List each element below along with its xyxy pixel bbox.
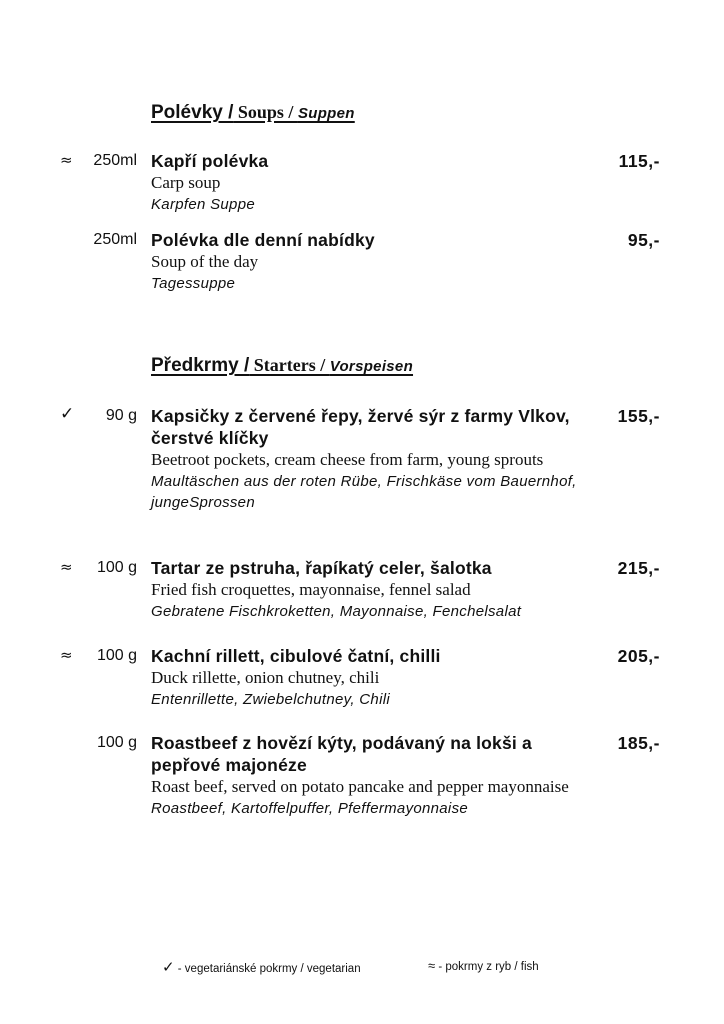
item-name-en: Carp soup [151,173,221,192]
section-title-soups [151,101,355,124]
item-price: 155,- [617,406,660,426]
item-price: 95,- [627,230,660,250]
item-name-de: Tagessuppe [151,275,236,292]
item-name-cz: Polévka dle denní nabídky [151,230,375,250]
fish-wave-icon: ≈ [428,958,436,973]
title-de: Suppen [297,105,355,122]
section-title-starters [151,354,413,377]
portion-size: 250ml [93,231,137,248]
item-name-de: Roastbeef, Kartoffelpuffer, Pfeffermayonnaise [151,800,469,817]
item-name-cz: Roastbeef z hovězí kýty, podávaný na lokši a pepřové majonéze [151,733,532,775]
item-name-cz: Kapří polévka [151,151,269,171]
title-cz: Polévky / [151,102,234,123]
legend-label: - vegetariánské pokrmy / vegetarian [177,963,361,975]
check-icon: ✓ [162,959,175,976]
item-name-en: Fried fish croquettes, mayonnaise, fennel salad [151,580,471,599]
item-name-de: Gebratene Fischkroketten, Mayonnaise, Fenchelsalat [151,603,522,620]
title-cz: Předkrmy / [151,355,250,376]
portion-size: 100 g [96,647,137,664]
fish-wave-icon: ≈ [60,646,73,664]
fish-wave-icon: ≈ [60,151,73,169]
item-name-en: Duck rillette, onion chutney, chili [151,668,380,687]
item-name-cz: Kapsičky z červené řepy, žervé sýr z farmy Vlkov, čerstvé klíčky [151,406,570,448]
item-name-de: Entenrillette, Zwiebelchutney, Chili [151,691,390,708]
item-name-cz: Kachní rillett, cibulové čatní, chilli [151,646,441,666]
portion-size: 250ml [93,152,137,169]
item-price: 115,- [618,151,660,171]
item-name-en: Roast beef, served on potato pancake and pepper mayonnaise [151,777,569,796]
item-name-en: Beetroot pockets, cream cheese from farm, young sprouts [151,450,544,469]
title-en: Soups / [233,102,298,122]
title-de: Vorspeisen [329,358,414,375]
item-name-de: Maultäschen aus der roten Rübe, Frischkäse vom Bauernhof, jungeSprossen [151,473,577,511]
portion-size: 90 g [105,407,137,424]
legend-vegetarian [162,958,361,976]
title-en: Starters / [249,355,330,375]
item-name-cz: Tartar ze pstruha, řapíkatý celer, šalotka [151,558,492,578]
check-icon: ✓ [60,404,75,424]
legend-label: - pokrmy z ryb / fish [438,961,539,973]
item-name-de: Karpfen Suppe [151,196,255,213]
portion-size: 100 g [96,559,137,576]
item-price: 185,- [617,733,660,753]
legend-fish [428,958,539,973]
item-price: 215,- [617,558,660,578]
portion-size: 100 g [96,734,137,751]
item-name-en: Soup of the day [151,252,259,271]
fish-wave-icon: ≈ [60,558,73,576]
item-price: 205,- [617,646,660,666]
